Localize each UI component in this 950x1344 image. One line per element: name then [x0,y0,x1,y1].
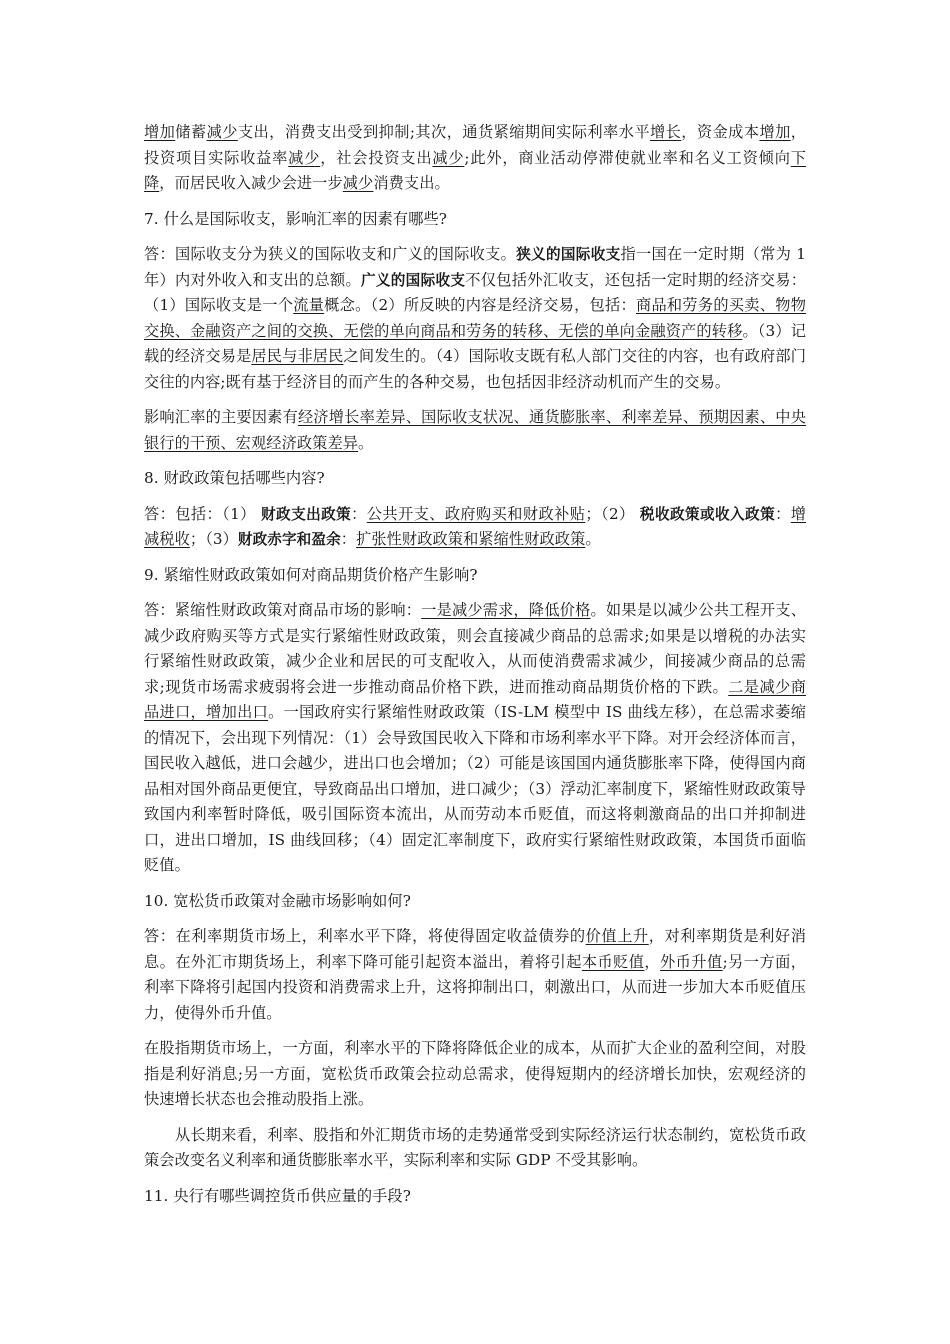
bold-term: 财政支出政策 [261,505,352,523]
paragraph-deflation-effects: 增加储蓄减少支出，消费支出受到抑制;其次，通货紧缩期间实际利率水平增长，资金成本增加，投资项目实际收益率减少，社会投资支出减少;此外，商业活动停滞使就业率和名义工资倾向下降，而居民收入减少会进一步减少消费支出。 [144,123,807,192]
underlined-term: 本币贬值 [581,952,645,971]
question-8: 8. 财政政策包括哪些内容? [144,469,325,487]
answer-9: 答：紧缩性财政政策对商品市场的影响：一是减少需求，降低价格。如果是以减少公共工程开支、减少政府购买等方式是实行紧缩性财政政策，则会直接减少商品的总需求;如果是以增税的办法实行紧缩性财政政策，减少企业和居民的可支配收入，从而使消费需求减少，间接减少商品的总需求;现货市场需求疲弱将会进一步推动商品价格下跌，进而推动商品期货价格的下跌。二是减少商品进口，增加出口。一国政府实行紧缩性财政政策（IS-LM 模型中 IS 曲线左移），在总需求萎缩的情况下，会出现下列情况：（1）会导致国民收入下降和市场利率水平下降。对开会经济体而言，国民收入越低，进口会越少，进出口也会增加；（2）可能是该国国内通货膨胀率下降，使得国内商品相对国外商品更便宜，导致商品出口增加，进口减少；（3）浮动汇率制度下，紧缩性财政政策导致国内利率暂时降低，吸引国际资本流出，从而劳动本币贬值，而这将刺激商品的出口并抑制进口，进出口增加，IS 曲线回移；（4）固定汇率制度下，政府实行紧缩性财政政策，本国货币面临贬值。 [144,601,807,874]
underlined-term: 增长 [649,123,682,141]
underlined-term: 减少 [206,123,238,141]
underlined-term: 减少 [432,148,465,167]
underlined-term: 增减税收 [144,504,807,548]
underlined-term: 公共开支、政府购买和财政补贴 [366,504,586,523]
question-9: 9. 紧缩性财政政策如何对商品期货价格产生影响? [144,565,478,584]
answer-10-paragraph-3: 从长期来看，利率、股指和外汇期货市场的走势通常受到实际经济运行状态制约，宽松货币政策会改变名义利率和通货膨胀率水平，实际利率和实际 GDP 不受其影响。 [144,1125,806,1169]
underlined-term: 二是减少商品进口，增加出口 [144,677,807,721]
underlined-term: 增加 [759,123,791,141]
question-11: 11. 央行有哪些调控货币供应量的手段? [144,1186,411,1205]
document-page [144,120,806,1219]
bold-term: 税收政策或收入政策 [639,505,776,523]
underlined-term: 价值上升 [585,927,649,945]
underlined-term: 扩张性财政政策和紧缩性财政政策 [356,530,586,548]
underlined-term: 减少 [342,174,374,192]
underlined-term: 外币升值 [660,952,723,971]
underlined-term: 减少 [288,148,321,167]
answer-7-paragraph-1: 答：国际收支分为狭义的国际收支和广义的国际收支。狭义的国际收支指一国在一定时期（常为 1 年）内对外收入和支出的总额。广义的国际收支不仅包括外汇收支，还包括一定时期的经济交易：（1）国际收支是一个流量概念。（2）所反映的内容是经济交易，包括：商品和劳务的买卖、物物交换、金融资产之间的交换、无偿的单向商品和劳务的转移、无偿的单向金融资产的转移。（3）记载的经济交易是居民与非居民之间发生的。（4）国际收支既有私人部门交往的内容，也有政府部门交往的内容;既有基于经济目的而产生的各种交易，也包括因非经济动机而产生的交易。 [144,245,807,391]
underlined-term: 增加 [144,123,176,141]
answer-10-paragraph-2: 在股指期货市场上，一方面，利率水平的下降将降低企业的成本，从而扩大企业的盈利空间，对股指是利好消息;另一方面，宽松货币政策会拉动总需求，使得短期内的经济增长加快，宏观经济的快速增长状态也会推动股指上涨。 [144,1039,806,1108]
underlined-term: 一是减少需求，降低价格 [421,601,591,619]
underlined-term: 居民与非居民 [251,347,344,365]
answer-8: 答：包括：（1） 财政支出政策：公共开支、政府购买和财政补贴；（2） 税收政策或收入政策：增减税收；（3）财政赤字和盈余：扩张性财政政策和紧缩性财政政策。 [144,504,807,548]
bold-term: 狭义的国际收支 [516,246,621,263]
bold-term: 广义的国际收支 [360,271,466,289]
underlined-term: 流量 [293,296,325,314]
underlined-term: 下降 [144,148,807,192]
question-7: 7. 什么是国际收支，影响汇率的因素有哪些? [144,209,448,228]
bold-term: 财政赤字和盈余 [237,531,341,548]
underlined-term: 经济增长率差异、国际收支状况、通货膨胀率、利率差异、预期因素、中央银行的干预、宏观经济政策差异 [144,408,806,452]
underlined-term: 商品和劳务的买卖、物物交换、金融资产之间的交换、无偿的单向商品和劳务的转移、无偿的单向金融资产的转移 [144,296,807,340]
question-10: 10. 宽松货币政策对金融市场影响如何? [144,891,411,910]
answer-10-paragraph-1: 答：在利率期货市场上，利率水平下降，将使得固定收益债券的价值上升，对利率期货是利好消息。在外汇市期货场上，利率下降可能引起资本溢出，着将引起本币贬值，外币升值;另一方面，利率下降将引起国内投资和消费需求上升，这将抑制出口，刺激出口，从而进一步加大本币贬值压力，使得外币升值。 [144,927,807,1022]
answer-7-paragraph-2: 影响汇率的主要因素有经济增长率差异、国际收支状况、通货膨胀率、利率差异、预期因素、中央银行的干预、宏观经济政策差异。 [144,408,806,452]
